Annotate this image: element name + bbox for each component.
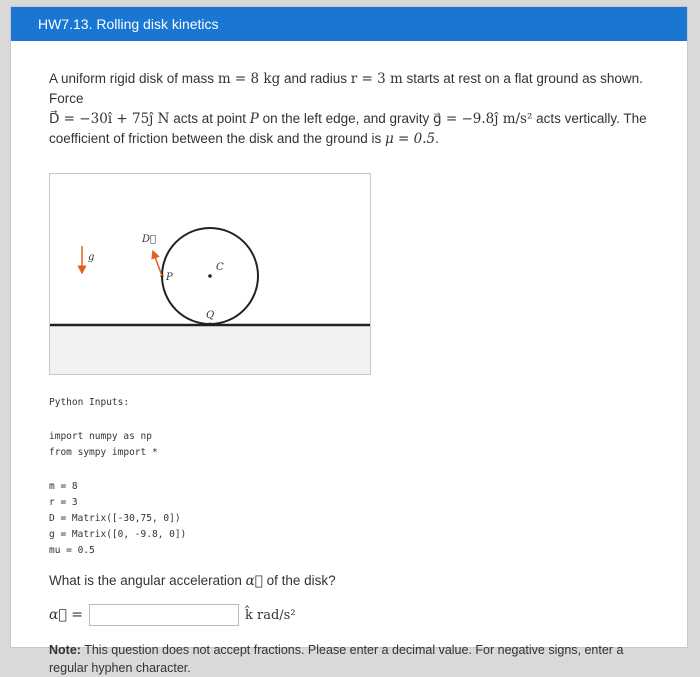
python-var-g: g = Matrix([0, -9.8, 0]) [49,529,187,540]
g-label: g [88,252,95,263]
c-label: C [216,262,224,273]
center-point [208,274,212,278]
question-title: HW7.13. Rolling disk kinetics [38,16,219,32]
question-card [10,6,688,675]
answer-label: α⃗ = [49,607,84,623]
disk-figure [49,173,371,375]
force-d-arrow [154,254,162,276]
problem-statement [49,69,651,149]
ground-area [50,326,370,374]
question-text: What is the angular acceleration α⃗ of the disk? [49,573,336,589]
python-heading: Python Inputs: [49,397,130,408]
note-text: Note: This question does not accept fractions. Please enter a decimal value. For negative signs, enter a regular hyphen character. [49,643,624,675]
question-body [11,69,687,677]
python-var-r: r = 3 [49,497,78,508]
answer-input[interactable] [89,604,239,626]
p-label: P [166,272,173,283]
problem-line-1: A uniform rigid disk of mass m = 8 kg and radius r = 3 m starts at rest on a flat ground as shown. Force [49,71,643,106]
python-var-d: D = Matrix([-30,75, 0]) [49,513,181,524]
q-label: Q [206,310,215,321]
problem-line-3: coefficient of friction between the disk and the ground is μ = 0.5. [49,131,439,147]
answer-row [49,603,651,627]
problem-line-2: D⃗ = −30ı̂ + 75ȷ̂ N acts at point P on the left edge, and gravity g⃗ = −9.8ȷ̂ m/s² acts vertically. The [49,111,647,127]
question-header [11,7,687,41]
python-import-1: import numpy as np [49,431,152,442]
python-var-mu: mu = 0.5 [49,545,95,556]
contact-point [209,323,212,326]
disk-diagram [50,174,370,374]
d-label: D⃗ [142,234,157,245]
answer-unit: k̂ rad/s² [245,607,296,623]
python-import-2: from sympy import * [49,447,158,458]
python-var-m: m = 8 [49,481,78,492]
